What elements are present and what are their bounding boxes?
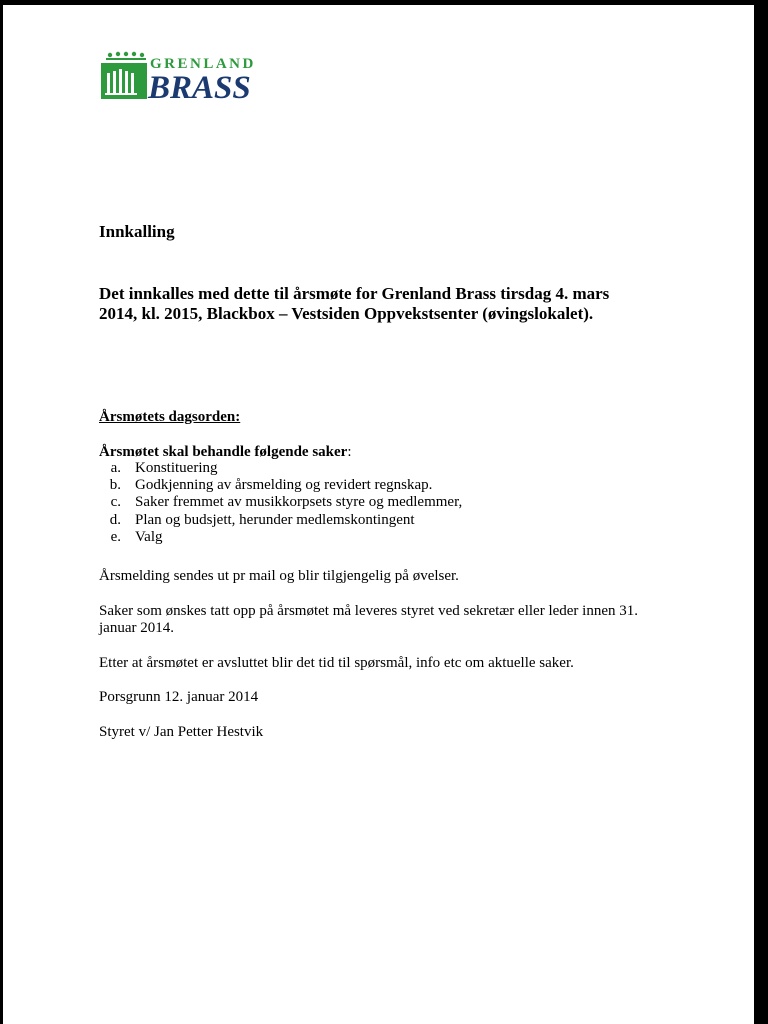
agenda-lead-colon: : [347,444,352,460]
after-meeting-paragraph: Etter at årsmøtet er avsluttet blir det tid til spørsmål, info etc om aktuelle saker. [99,655,574,671]
signature: Styret v/ Jan Petter Hestvik [99,724,264,740]
list-item [99,477,462,494]
list-marker: e. [110,528,121,545]
grenland-brass-logo [98,49,273,103]
intro-line-2: 2014, kl. 2015, Blackbox – Vestsiden Oppvekstsenter (øvingslokalet). [99,304,594,323]
report-paragraph: Årsmelding sendes ut pr mail og blir tilgjengelig på øvelser. [99,568,459,584]
list-marker: c. [110,494,121,511]
cases-paragraph-line-1: Saker som ønskes tatt opp på årsmøtet må leveres styret ved sekretær eller leder innen 31. [99,603,639,619]
agenda-title: Årsmøtets dagsorden: [99,409,241,425]
logo-text-bottom: BRASS [148,70,251,103]
list-item-text: Godkjenning av årsmelding og revidert regnskap. [135,477,433,494]
list-item-text: Plan og budsjett, herunder medlemskontingent [135,511,415,528]
intro-line-1: Det innkalles med dette til årsmøte for Grenland Brass tirsdag 4. mars [99,284,610,303]
list-item [99,494,462,511]
list-marker: a. [110,460,121,476]
document-heading: Innkalling [99,222,175,241]
list-item [99,460,462,477]
document-page [3,5,754,1024]
list-item [99,529,462,546]
list-marker: d. [109,511,121,528]
list-item-text: Saker fremmet av musikkorpsets styre og medlemmer, [135,494,463,511]
place-date: Porsgrunn 12. januar 2014 [99,689,259,705]
list-item [99,512,462,529]
cases-paragraph-line-2: januar 2014. [99,620,174,636]
agenda-list [99,460,462,546]
list-item-text: Konstituering [135,460,218,476]
agenda-lead [99,444,352,461]
list-item-text: Valg [135,528,163,545]
logo-text-top: GRENLAND [150,56,256,72]
list-marker: b. [109,477,121,494]
agenda-lead-bold: Årsmøtet skal behandle følgende saker [99,444,348,460]
